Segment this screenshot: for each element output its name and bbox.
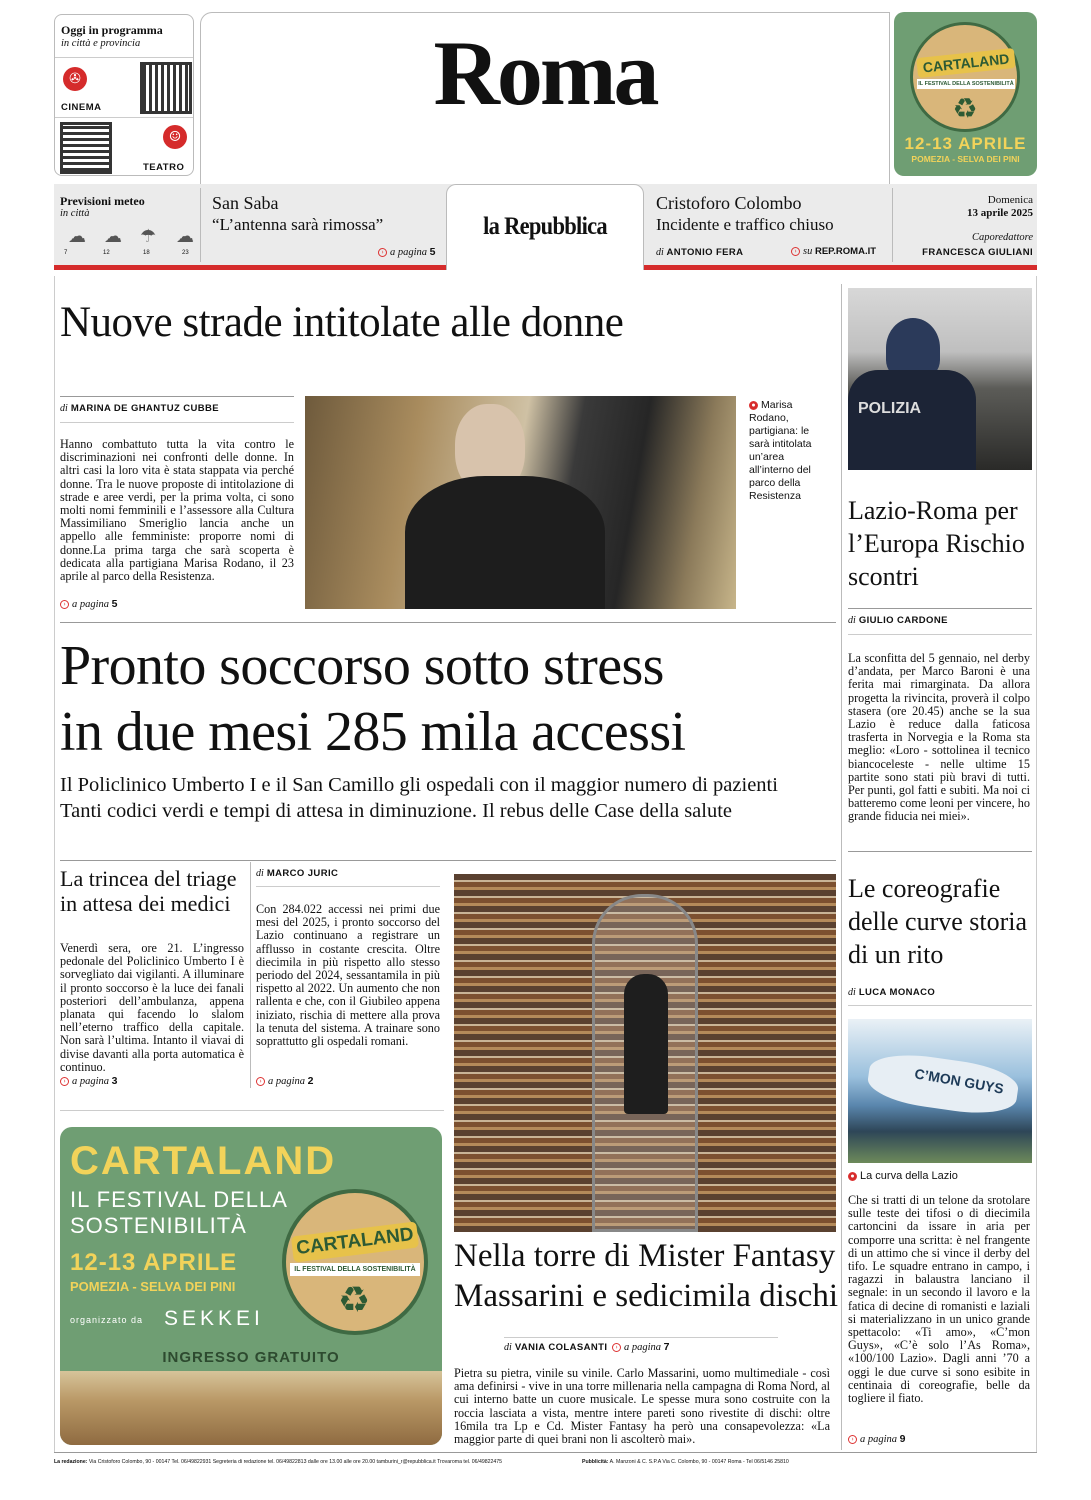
arrow-icon: › — [60, 1077, 69, 1086]
ad-scene-illustration — [60, 1371, 442, 1445]
page-ref: › a pagina 5 — [378, 246, 436, 258]
derby-body: La sconfitta del 5 gennaio, nel derby d’andata, per Marco Baroni è una ferita mai rimarginata. Da allora progetta la rivincita, proverà il colpo stasera (ore 20.45) anche se la sua Lazio è reduce dalla faticosa trasferta in Norvegia e la Roma sta meglio: «Loro - sottolinea il tecnico biancoceleste - nelle ultime 15 partite sono stati più bravi di tutti. Per punti, gol fatti e subiti. Ma noi ci batteremo come leoni per vincere, ho grande fiducia nei miei». — [848, 651, 1030, 824]
ad-org: SEKKEI — [164, 1307, 264, 1330]
main-deck-line1: Il Policlinico Umberto I e il San Camillo gli ospedali con il maggior numero di pazienti — [60, 774, 778, 796]
meteo-hour: 18 — [143, 250, 150, 256]
person-figure — [624, 974, 668, 1114]
helmet — [886, 318, 940, 378]
teaser-title: San Saba — [212, 193, 279, 213]
cartaland-badge — [910, 22, 1020, 132]
derby-byline: di GIULIO CARDONE — [848, 615, 948, 626]
footer-pubblicita: Pubblicità: A. Manzoni & C. S.P.A Via C. Colombo, 90 - 00147 Roma - Tel 06/5146 25810 — [582, 1459, 789, 1465]
web-ref[interactable]: › su REP.ROMA.IT — [791, 246, 876, 257]
lead-page-ref[interactable]: › a pagina 5 — [60, 598, 118, 610]
fantasy-headline-line1[interactable]: Nella torre di Mister Fantasy — [454, 1238, 836, 1274]
curva-caption: ● La curva della Lazio — [848, 1170, 958, 1182]
meteo-hour: 7 — [64, 250, 68, 256]
accessi-page-ref[interactable]: › a pagina 2 — [256, 1075, 314, 1087]
rodano-photo — [305, 396, 736, 609]
ad-top-dates: 12-13 APRILE — [904, 134, 1027, 153]
ad-top-tagline: IL FESTIVAL DELLA SOSTENIBILITÀ — [918, 81, 1014, 87]
curve-page-ref[interactable]: › a pagina 9 — [848, 1433, 906, 1445]
camera-icon: ● — [848, 1172, 857, 1181]
repubblica-tab — [446, 184, 644, 270]
program-title: Oggi in programma — [61, 23, 163, 37]
ad-top-place: POMEZIA - SELVA DEI PINI — [911, 154, 1020, 164]
arrow-icon: › — [791, 247, 800, 256]
officer-body — [848, 370, 976, 470]
teaser-san-saba[interactable] — [202, 184, 446, 265]
curve-byline: di LUCA MONACO — [848, 987, 936, 998]
main-headline-line2[interactable]: in due mesi 285 mila accessi — [60, 701, 686, 763]
date-box — [894, 184, 1033, 265]
qr-code-cinema-icon[interactable] — [143, 65, 189, 111]
ad-badge — [282, 1189, 428, 1335]
triage-body: Venerdì sera, ore 21. L’ingresso pedonale del Policlinico Umberto I è sorvegliato dai vigilanti. A illuminare il pronto soccorso è la luce dei fanali posteriori dell’ambulanza, appena planata qui facendo lo slalom nell’eterno traffico della capitale. Non sarà l’ultima. Intanto il viavai di divise davanti alla porta automatica è continuo. — [60, 941, 244, 1074]
lead-byline: di MARINA DE GHANTUZ CUBBE — [60, 403, 220, 414]
curve-headline[interactable]: Le coreografie delle curve storia di un rito — [848, 874, 1028, 969]
recycle-icon: ♻ — [337, 1280, 371, 1321]
teaser-subtitle: Incidente e traffico chiuso — [656, 215, 834, 234]
massarini-photo — [454, 874, 836, 1232]
arrow-icon: › — [612, 1343, 621, 1352]
derby-headline[interactable]: Lazio-Roma per l’Europa Rischio scontri — [848, 496, 1025, 591]
program-subtitle: in città e provincia — [61, 38, 141, 49]
curva-photo — [848, 1019, 1032, 1163]
main-headline-line1[interactable]: Pronto soccorso sotto stress — [60, 635, 664, 697]
editor-name: FRANCESCA GIULIANI — [922, 247, 1033, 258]
camera-icon: ● — [749, 401, 758, 410]
qr-code-teatro-icon[interactable] — [63, 125, 109, 171]
fantasy-page-ref[interactable]: › a pagina 7 — [612, 1341, 670, 1353]
meteo-hour: 23 — [182, 250, 189, 256]
police-photo — [848, 288, 1032, 470]
lead-photo-caption: ● Marisa Rodano, partigiana: le sarà intitolata un’area all’interno del parco della Resistenza — [749, 399, 812, 502]
masthead-title: Roma — [433, 22, 657, 124]
ad-place: POMEZIA - SELVA DEI PINI — [70, 1279, 236, 1294]
triage-page-ref[interactable]: › a pagina 3 — [60, 1075, 118, 1087]
film-reel-icon: ✇ — [63, 67, 87, 91]
rain-cloud-icon: ☂ — [140, 226, 157, 247]
ad-line1: IL FESTIVAL DELLA — [70, 1187, 288, 1212]
weekday: Domenica — [987, 194, 1033, 206]
teaser-colombo[interactable] — [646, 184, 890, 265]
meteo-title: Previsioni meteo — [60, 194, 145, 208]
byline: di ANTONIO FERA — [656, 247, 744, 258]
cinema-label: CINEMA — [61, 102, 102, 113]
teaser-quote: “L’antenna sarà rimossa” — [212, 215, 384, 234]
ad-bottom-cartaland[interactable] — [60, 1127, 442, 1445]
banner-text: C’MON GUYS — [913, 1065, 1005, 1097]
ad-brand: CARTALAND — [70, 1139, 337, 1183]
teaser-title: Cristoforo Colombo — [656, 193, 802, 213]
cloud-icon: ☁ — [176, 226, 194, 247]
accessi-body: Con 284.022 accessi nei primi due mesi del 2025, i pronto soccorso del Lazio continuano a registrare un afflusso in costante crescita. Oltre diecimila in più rispetto allo stesso periodo del 2024, sessantamila in più rispetto al 2022. Un aumento che non rallenta e che, con il Giubileo appena iniziato, rischia di mettere alla prova la tenuta del sistema. A trainare sono soprattutto gli ospedali romani. — [256, 902, 440, 1049]
arrow-icon: › — [848, 1435, 857, 1444]
ad-line2: SOSTENIBILITÀ — [70, 1213, 247, 1238]
recycle-icon: ♻ — [952, 92, 978, 125]
ad-badge-tag: IL FESTIVAL DELLA SOSTENIBILITÀ — [290, 1263, 420, 1276]
meteo-box — [54, 184, 198, 265]
ad-dates: 12-13 APRILE — [70, 1249, 238, 1276]
lead-body: Hanno combattuto tutta la vita contro le discriminazioni nei confronti delle donne. In altri casi la loro vita è stata stappata via perché donne. Tra le nuove proposte di intitolazione di strade e aree verdi, per la prima volta, ci sono molti nomi femminili e l’assessore alla Cultura Massimiliano Smeriglio lancia anche un appello alle femministe: proporre nomi di donne.La prima targa che sarà scoperta è dedicata alla partigiana Marisa Rodano, il 23 aprile al parco della Resistenza. — [60, 437, 294, 584]
program-box — [54, 14, 194, 176]
lead-headline[interactable]: Nuove strade intitolate alle donne — [60, 299, 624, 346]
ad-badge-brand: CARTALAND — [291, 1221, 419, 1262]
accessi-byline: di MARCO JURIC — [256, 868, 339, 879]
ad-org-label: organizzato da — [70, 1315, 144, 1325]
date: 13 aprile 2025 — [967, 207, 1033, 219]
arrow-icon: › — [256, 1077, 265, 1086]
meteo-subtitle: in città — [60, 208, 90, 219]
theater-mask-icon: ☺ — [163, 125, 187, 149]
police-text: POLIZIA — [858, 400, 922, 417]
editor-role: Caporedattore — [971, 232, 1033, 243]
triage-headline[interactable]: La trincea del triage in attesa dei medici — [60, 866, 237, 916]
curve-body: Che si tratti di un telone da srotolare sulle teste dei tifosi o di diecimila cartoncini da issare in aria per comporre una scritta: è nel frangente di un attimo che si vince il derby del tifo. Le squadre entrano in campo, i ragazzi in balaustra lanciano il segnale: in un secondo il lavoro e la fatica di decine di romanisti e laziali si materializzano in un unico grande spettacolo: «Ti amo», «C’mon Guys», «C’è solo l’As Roma», «100/100 Lazio». Dagli anni ’70 a oggi le due curve si sono esibite in centinaia di coreografie, belle da togliere il fiato. — [848, 1193, 1030, 1406]
repubblica-logo: la Repubblica — [483, 213, 607, 240]
fantasy-headline-line2[interactable]: Massarini e sedicimila dischi — [454, 1278, 838, 1314]
arrow-icon: › — [378, 248, 387, 257]
cloud-icon: ☁ — [68, 226, 86, 247]
ad-free-entry: INGRESSO GRATUITO — [162, 1349, 340, 1366]
cloud-icon: ☁ — [104, 226, 122, 247]
ad-top-brand: CARTALAND — [916, 48, 1016, 78]
ad-top-cartaland[interactable] — [894, 12, 1037, 176]
portrait-body — [405, 476, 605, 609]
meteo-hour: 12 — [103, 250, 110, 256]
fantasy-body: Pietra su pietra, vinile su vinile. Carlo Massarini, uomo multimediale - così ama definirsi - vive in una torre millenaria nella campagna di Roma Nord, al cui interno batte un cuore musicale. Le spesse mura sono costruite con la roccia lasciata a vista, mentre intere pareti sono rivestite di dischi: oltre 16mila tra Lp e Cd. Mister Fantasy ha però una consapevolezza: «La maggior parte di quei brani non li ascolterò mai». — [454, 1366, 830, 1447]
teatro-label: TEATRO — [143, 162, 185, 173]
page-frame-right — [1036, 276, 1037, 1452]
footer-redazione: La redazione: Via Cristoforo Colombo, 90 - 00147 Tel. 06/49822931 Segreteria di redazione tel. 06/49822813 dalle ore 13.00 alle ore 20.00 tamburini_r@repubblica.it Trovaroma tel. 06/49822475 — [54, 1459, 503, 1465]
fantasy-byline: di VANIA COLASANTI — [504, 1342, 608, 1353]
page-frame-left — [54, 276, 55, 1452]
arrow-icon: › — [60, 600, 69, 609]
main-deck-line2: Tanti codici verdi e tempi di attesa in diminuzione. Il rebus delle Case della salute — [60, 800, 733, 822]
